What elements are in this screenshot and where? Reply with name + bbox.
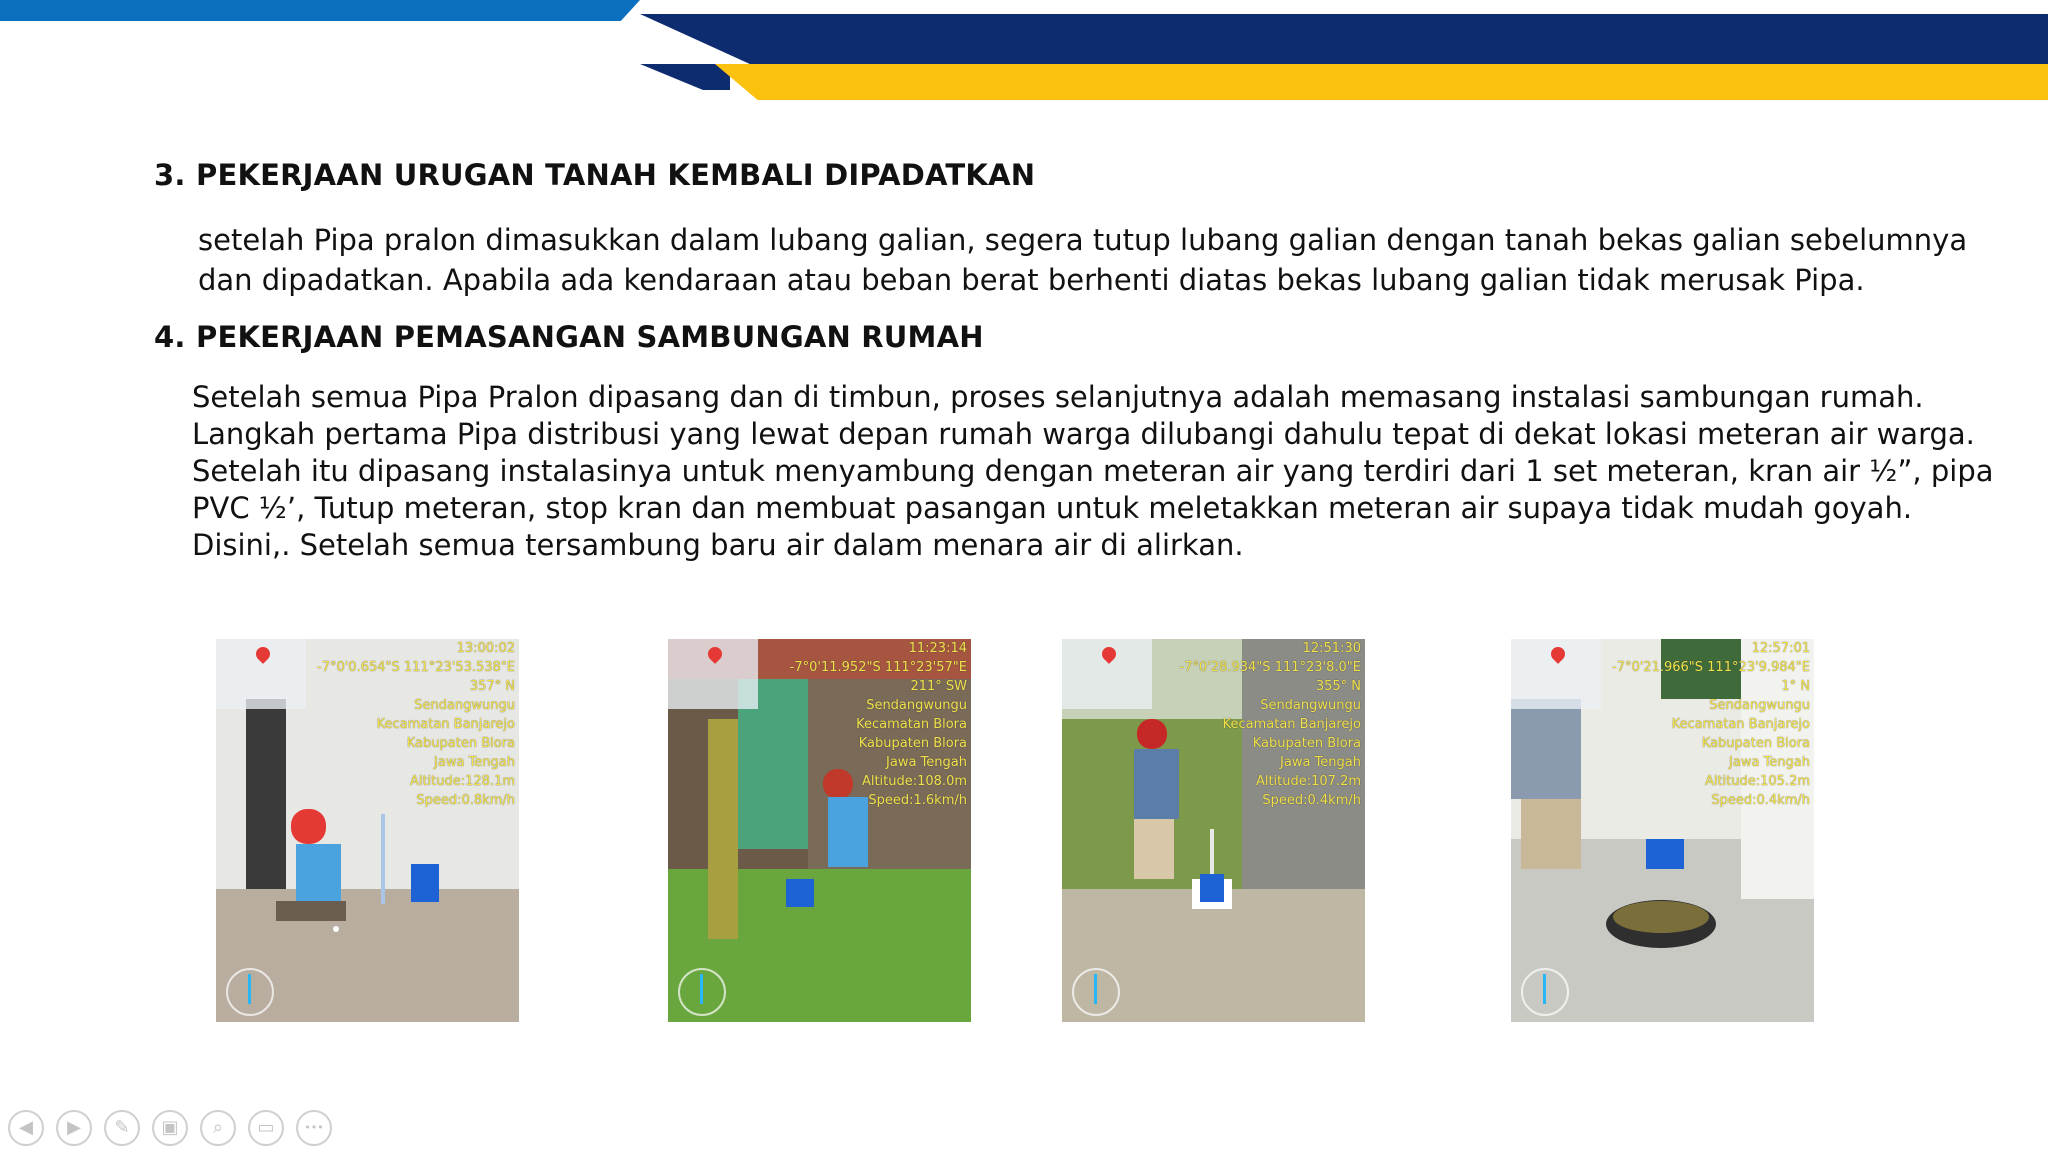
overlay-line: 211° SW [910, 679, 967, 694]
overlay-line: Kabupaten Blora [406, 736, 515, 751]
paragraph-line: Disini,. Setelah semua tersambung baru air dalam menara air di alirkan. [192, 528, 1244, 562]
paragraph-line: Langkah pertama Pipa distribusi yang lewat depan rumah warga dilubangi dahulu tepat di dekat lokasi meteran air warga. [192, 417, 1975, 451]
section-4-paragraph [192, 379, 1994, 564]
overlay-line: 355° N [1315, 679, 1361, 694]
section-3-paragraph [198, 220, 1967, 300]
overlay-line: 13:00:02 [456, 641, 515, 656]
overlay-line: Kecamatan Banjarejo [376, 717, 515, 732]
gps-overlay [790, 639, 967, 810]
overlay-line: Sendangwungu [866, 698, 967, 713]
photo-installation-3 [1062, 639, 1365, 1022]
paragraph-line: dan dipadatkan. Apabila ada kendaraan atau beban berat berhenti diatas bekas lubang galian tidak merusak Pipa. [198, 263, 1865, 297]
location-pin-icon [705, 644, 725, 664]
section-number: 3. [154, 158, 186, 192]
photo-installation-4 [1511, 639, 1814, 1022]
overlay-line: 12:57:01 [1751, 641, 1810, 656]
header-band-navy [640, 14, 2048, 64]
photo-installation-1 [216, 639, 519, 1022]
location-pin-icon [1548, 644, 1568, 664]
overlay-line: Altitude:128.1m [409, 774, 515, 789]
location-pin-icon [253, 644, 273, 664]
overlay-line: Kabupaten Blora [858, 736, 967, 751]
photo-installation-2 [668, 639, 971, 1022]
paragraph-line: Setelah semua Pipa Pralon dipasang dan di timbun, proses selanjutnya adalah memasang instalasi sambungan rumah. [192, 380, 1924, 414]
overlay-line: Sendangwungu [1260, 698, 1361, 713]
overlay-line: Speed:0.8km/h [416, 793, 515, 808]
header-band-yellow [715, 64, 2048, 100]
overlay-line: Jawa Tengah [434, 755, 515, 770]
overlay-line: 12:51:30 [1302, 641, 1361, 656]
compass-icon [1521, 968, 1569, 1016]
more-icon[interactable]: ••• [296, 1110, 332, 1146]
overlay-line: 1° N [1781, 679, 1810, 694]
overlay-line: Speed:0.4km/h [1711, 793, 1810, 808]
overlay-line: Kabupaten Blora [1252, 736, 1361, 751]
paragraph-line: Setelah itu dipasang instalasinya untuk menyambung dengan meteran air yang terdiri dari 1 set meteran, kran air ½”, pipa [192, 454, 1994, 488]
overlay-line: Kabupaten Blora [1701, 736, 1810, 751]
overlay-line: Jawa Tengah [886, 755, 967, 770]
overlay-line: 357° N [469, 679, 515, 694]
next-icon[interactable]: ▶ [56, 1110, 92, 1146]
map-thumbnail [1511, 639, 1601, 709]
overlay-line: -7°0'21.966"S 111°23'9.984"E [1612, 660, 1810, 675]
pen-icon[interactable]: ✎ [104, 1110, 140, 1146]
overlay-line: Speed:1.6km/h [868, 793, 967, 808]
section-number: 4. [154, 320, 186, 354]
overlay-line: Altitude:107.2m [1255, 774, 1361, 789]
gps-overlay [317, 639, 515, 810]
overlay-line: Jawa Tengah [1729, 755, 1810, 770]
section-title: PEKERJAAN PEMASANGAN SAMBUNGAN RUMAH [196, 320, 984, 354]
section-title: PEKERJAAN URUGAN TANAH KEMBALI DIPADATKAN [196, 158, 1036, 192]
overlay-line: Sendangwungu [414, 698, 515, 713]
slides-icon[interactable]: ▣ [152, 1110, 188, 1146]
location-pin-icon [1099, 644, 1119, 664]
section-4-heading [154, 320, 984, 354]
gps-overlay [1612, 639, 1810, 810]
subtitles-icon[interactable]: ▭ [248, 1110, 284, 1146]
compass-icon [1072, 968, 1120, 1016]
paragraph-line: PVC ½’, Tutup meteran, stop kran dan membuat pasangan untuk meletakkan meteran air supaya tidak mudah goyah. [192, 491, 1913, 525]
section-3-heading [154, 158, 1035, 192]
compass-icon [678, 968, 726, 1016]
map-thumbnail [668, 639, 758, 709]
overlay-line: Altitude:105.2m [1704, 774, 1810, 789]
header-band-blue [0, 0, 640, 21]
previous-icon[interactable]: ◀ [8, 1110, 44, 1146]
overlay-line: Sendangwungu [1709, 698, 1810, 713]
header-band-navy-tip [640, 64, 730, 90]
gps-overlay [1180, 639, 1361, 810]
map-thumbnail [216, 639, 306, 709]
overlay-line: Speed:0.4km/h [1262, 793, 1361, 808]
overlay-line: 11:23:14 [908, 641, 967, 656]
overlay-line: Kecamatan Banjarejo [1671, 717, 1810, 732]
overlay-line: -7°0'28.934"S 111°23'8.0"E [1179, 660, 1361, 675]
overlay-line: Kecamatan Blora [856, 717, 967, 732]
paragraph-line: setelah Pipa pralon dimasukkan dalam lubang galian, segera tutup lubang galian dengan tanah bekas galian sebelumnya [198, 223, 1968, 257]
map-thumbnail [1062, 639, 1152, 709]
slideshow-controls [8, 1110, 332, 1146]
zoom-icon[interactable]: ⌕ [200, 1110, 236, 1146]
overlay-line: Kecamatan Banjarejo [1222, 717, 1361, 732]
overlay-line: Altitude:108.0m [861, 774, 967, 789]
compass-icon [226, 968, 274, 1016]
overlay-line: -7°0'11.952"S 111°23'57"E [789, 660, 967, 675]
overlay-line: Jawa Tengah [1280, 755, 1361, 770]
overlay-line: -7°0'0.654"S 111°23'53.538"E [317, 660, 515, 675]
